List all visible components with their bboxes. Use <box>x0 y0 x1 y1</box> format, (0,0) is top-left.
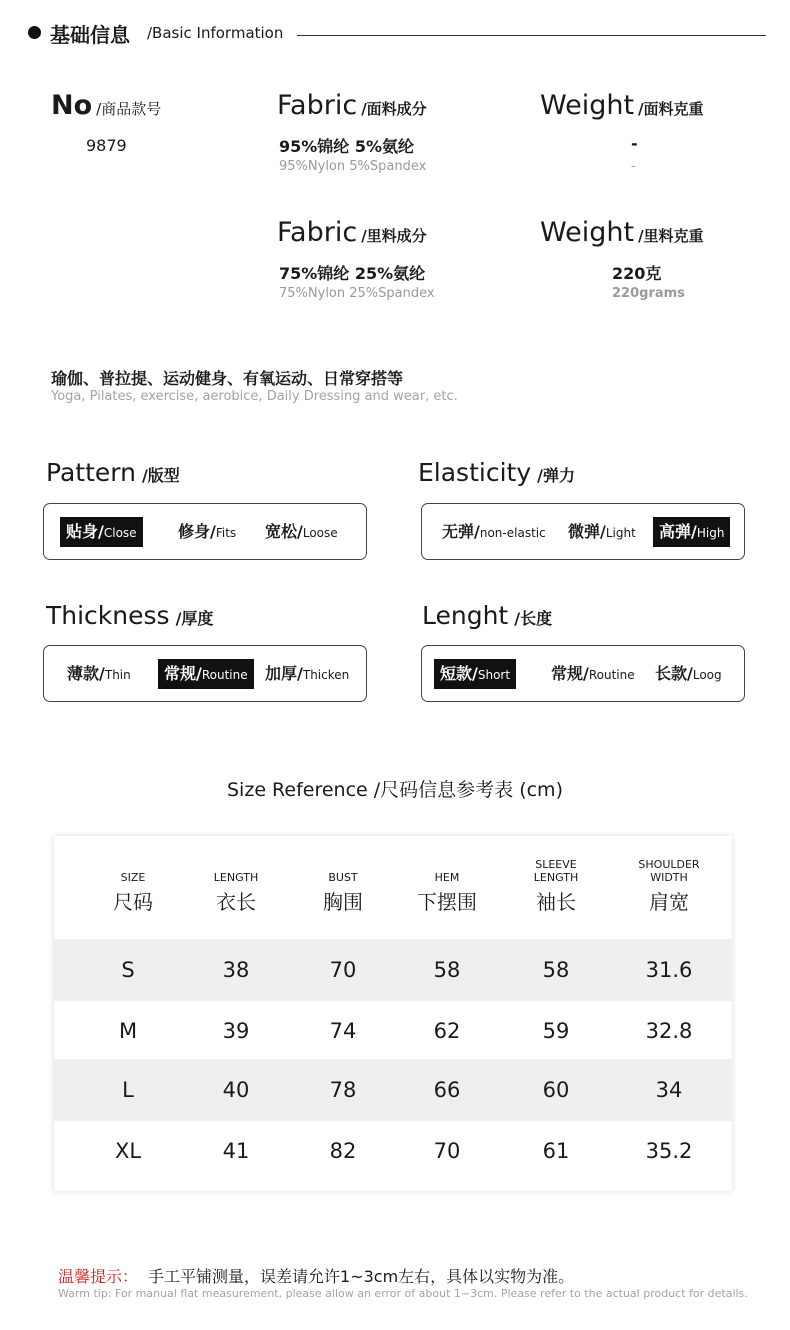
header-size: SIZE 尺码 <box>113 871 153 914</box>
table-cell: 40 <box>222 1078 250 1102</box>
pattern-option-fits: 修身/Fits <box>178 522 237 541</box>
no-label: No <box>51 90 93 121</box>
weight-label: Weight <box>540 90 635 121</box>
fabric-label: Fabric <box>277 90 358 121</box>
table-cell: 31.6 <box>645 958 693 982</box>
table-cell: 58 <box>433 958 461 982</box>
thickness-title-zh: /厚度 <box>175 609 214 628</box>
pattern-title <box>46 458 180 487</box>
lining-weight-value: 220克 <box>612 264 662 283</box>
header-divider <box>297 35 766 36</box>
elasticity-option-high: 高弹/High <box>653 517 730 547</box>
table-cell: 60 <box>542 1078 570 1102</box>
table-cell: 61 <box>542 1139 570 1163</box>
fabric-value: 95%锦纶 5%氨纶 <box>279 137 415 156</box>
size-table <box>54 836 732 1191</box>
table-cell: 74 <box>329 1019 357 1043</box>
usage-text-en: Yoga, Pilates, exercise, aerobice, Daily Dressing and wear, etc. <box>51 389 458 404</box>
elasticity-option-non-elastic: 无弹/non-elastic <box>442 522 546 541</box>
lining-weight-label: Weight <box>540 217 635 248</box>
weight-label-zh: /面料克重 <box>638 100 704 118</box>
length-title-zh: /长度 <box>514 609 553 628</box>
tip-text-zh: 手工平铺测量，误差请允许1~3cm左右，具体以实物为准。 <box>148 1267 575 1286</box>
bullet-dot-icon <box>28 26 41 39</box>
table-cell: 41 <box>222 1139 250 1163</box>
fabric-heading <box>277 90 427 121</box>
lining-weight-value-en: 220grams <box>612 286 685 301</box>
elasticity-option-light: 微弹/Light <box>568 522 636 541</box>
elasticity-options <box>421 503 745 560</box>
pattern-options <box>43 503 367 560</box>
section-title-en: /Basic Information <box>147 24 284 42</box>
no-label-zh: /商品款号 <box>96 100 162 118</box>
table-cell: 62 <box>433 1019 461 1043</box>
table-cell: XL <box>114 1139 142 1163</box>
header-sleeve-length: SLEEVE LENGTH 袖长 <box>533 858 579 914</box>
lining-value-en: 75%Nylon 25%Spandex <box>279 286 435 301</box>
lining-label: Fabric <box>277 217 358 248</box>
thickness-option-thicken: 加厚/Thicken <box>265 664 350 683</box>
lining-value: 75%锦纶 25%氨纶 <box>279 264 426 283</box>
table-row <box>54 1000 732 1062</box>
no-value: 9879 <box>86 136 127 155</box>
fabric-label-zh: /面料成分 <box>361 100 427 118</box>
table-cell: 58 <box>542 958 570 982</box>
lining-weight-heading <box>540 217 704 248</box>
length-title <box>422 601 552 630</box>
length-option-long: 长款/Loog <box>655 664 722 683</box>
weight-heading <box>540 90 704 121</box>
header-bust: BUST 胸围 <box>323 871 363 914</box>
section-title-zh: 基础信息 <box>50 23 130 47</box>
weight-value-en: - <box>631 159 636 174</box>
elasticity-title-en: Elasticity <box>418 458 532 487</box>
table-cell: 34 <box>655 1078 683 1102</box>
header-length: LENGTH 衣长 <box>213 871 259 914</box>
table-row <box>54 939 732 1001</box>
header-hem: HEM 下摆围 <box>417 871 477 914</box>
lining-label-zh: /里料成分 <box>361 227 427 245</box>
size-table-title: Size Reference /尺码信息参考表 (cm) <box>227 779 563 801</box>
elasticity-title <box>418 458 575 487</box>
thickness-option-routine: 常规/Routine <box>158 659 254 689</box>
thickness-title-en: Thickness <box>46 601 170 630</box>
length-option-routine: 常规/Routine <box>551 664 635 683</box>
elasticity-title-zh: /弹力 <box>537 466 575 485</box>
table-cell: 70 <box>329 958 357 982</box>
table-row <box>54 1120 732 1182</box>
length-options <box>421 645 745 702</box>
thickness-options <box>43 645 367 702</box>
table-row <box>54 1059 732 1121</box>
lining-heading <box>277 217 427 248</box>
table-cell: 70 <box>433 1139 461 1163</box>
header-shoulder-width: SHOULDER WIDTH 肩宽 <box>638 858 700 914</box>
pattern-option-loose: 宽松/Loose <box>265 522 338 541</box>
table-cell: 82 <box>329 1139 357 1163</box>
weight-value: - <box>631 134 638 153</box>
length-option-short: 短款/Short <box>434 659 516 689</box>
usage-text-zh: 瑜伽、普拉提、运动健身、有氧运动、日常穿搭等 <box>51 369 404 388</box>
fabric-value-en: 95%Nylon 5%Spandex <box>279 159 427 174</box>
table-cell: S <box>121 958 135 982</box>
pattern-title-en: Pattern <box>46 458 136 487</box>
table-cell: 78 <box>329 1078 357 1102</box>
thickness-option-thin: 薄款/Thin <box>67 664 131 683</box>
table-cell: 35.2 <box>645 1139 693 1163</box>
lining-weight-label-zh: /里料克重 <box>638 227 704 245</box>
table-cell: 66 <box>433 1078 461 1102</box>
no-heading <box>51 90 161 121</box>
pattern-option-close: 贴身/Close <box>60 517 143 547</box>
length-title-en: Lenght <box>422 601 509 630</box>
thickness-title <box>46 601 213 630</box>
tip-label: 温馨提示： <box>58 1267 139 1286</box>
table-cell: 32.8 <box>645 1019 693 1043</box>
pattern-title-zh: /版型 <box>141 466 180 485</box>
table-cell: 39 <box>222 1019 250 1043</box>
table-cell: L <box>122 1078 134 1102</box>
table-cell: M <box>118 1019 138 1043</box>
table-cell: 38 <box>222 958 250 982</box>
table-cell: 59 <box>542 1019 570 1043</box>
tip-text-en: Warm tip: For manual flat measurement, please allow an error of about 1~3cm. Please refer to the actual product for details. <box>58 1287 748 1300</box>
